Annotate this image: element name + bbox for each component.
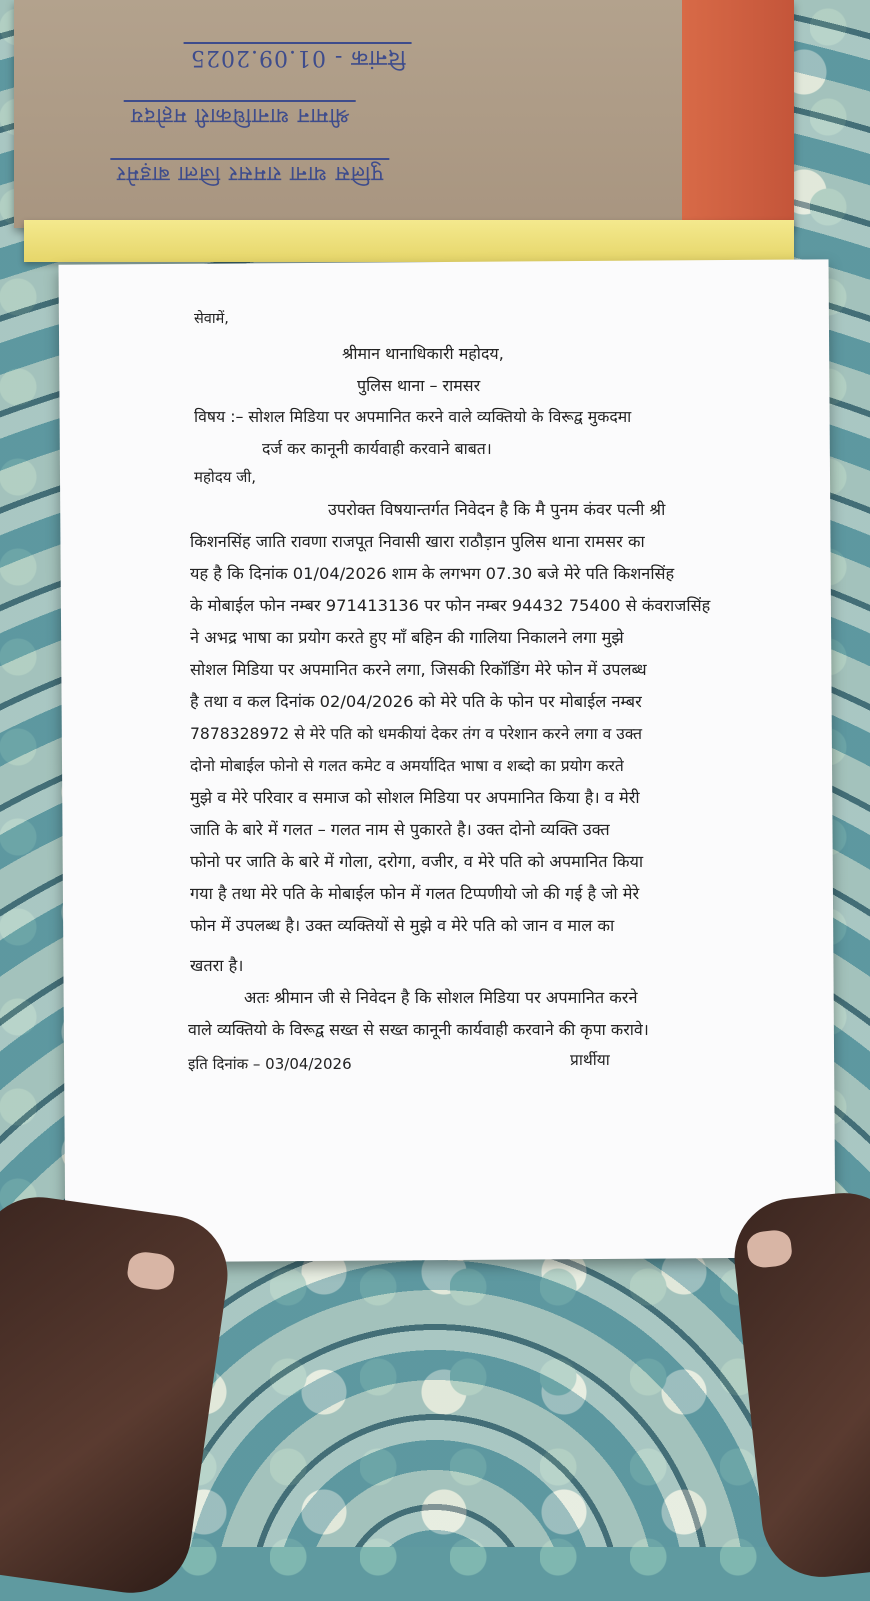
body-line: जाति के बारे में गलत – गलत नाम से पुकारते है। उक्त दोनो व्यक्ति उक्त xyxy=(190,820,610,839)
request-line-2: वाले व्यक्तियो के विरूद्व सख्त से सख्त कानूनी कार्यवाही करवाने की कृपा करावे। xyxy=(188,1020,649,1039)
body-line: यह है कि दिनांक 01/04/2026 शाम के लगभग 07.30 बजे मेरे पति किशनसिंह xyxy=(190,564,675,583)
body-line: 7878328972 से मेरे पति को धमकीयां देकर तंग व परेशान करने लगा व उक्त xyxy=(190,725,643,743)
body-line: सोशल मिडिया पर अपमानित करने लगा, जिसकी रिकॉडिंग मेरे फोन में उपलब्ध xyxy=(190,660,647,679)
body-line: मुझे व मेरे परिवार व समाज को सोशल मिडिया पर अपमानित किया है। व मेरी xyxy=(190,788,640,807)
envelope-addressee: श्रीमान थानाधिकारी महोदय xyxy=(124,100,356,130)
date-line: इति दिनांक – 03/04/2026 xyxy=(188,1055,352,1073)
envelope-police-station: पुलिस थाना रामसर जिला बाड़मेर xyxy=(110,158,389,188)
body-line: दोनो मोबाईल फोनो से गलत कमेट व अमर्यादित भाषा व शब्दो का प्रयोग करते xyxy=(190,757,624,775)
envelope-yellow-edge xyxy=(24,220,794,262)
addressee-title: श्रीमान थानाधिकारी महोदय, xyxy=(342,344,504,363)
subject-line-1: विषय :– सोशल मिडिया पर अपमानित करने वाले व्यक्तियो के विरूद्व मुकदमा xyxy=(194,407,632,426)
envelope-date: दिनांक - 01.09.2025 xyxy=(184,42,412,74)
left-thumb-nail xyxy=(126,1250,177,1292)
signature-label: प्रार्थीया xyxy=(570,1051,610,1069)
greeting: महोदय जी, xyxy=(194,468,257,486)
body-line: खतरा है। xyxy=(190,956,244,975)
request-line-1: अतः श्रीमान जी से निवेदन है कि सोशल मिडिया पर अपमानित करने xyxy=(244,988,638,1007)
envelope xyxy=(14,0,794,228)
salutation: सेवामें, xyxy=(194,311,229,327)
body-line: गया है तथा मेरे पति के मोबाईल फोन में गलत टिप्पणीयो जो की गई है जो मेरे xyxy=(190,884,640,903)
body-line: है तथा व कल दिनांक 02/04/2026 को मेरे पति के फोन पर मोबाईल नम्बर xyxy=(190,692,642,711)
addressee-police-station: पुलिस थाना – रामसर xyxy=(357,376,481,395)
body-line: उपरोक्त विषयान्तर्गत निवेदन है कि मै पुनम कंवर पत्नी श्री xyxy=(328,500,666,519)
complaint-letter xyxy=(62,262,832,1260)
body-line: किशनसिंह जाति रावणा राजपूत निवासी खारा राठौड़ान पुलिस थाना रामसर का xyxy=(190,532,645,551)
subject-line-2: दर्ज कर कानूनी कार्यवाही करवाने बाबत। xyxy=(262,439,492,458)
body-line: ने अभद्र भाषा का प्रयोग करते हुए मॉं बहिन की गालिया निकालने लगा मुझे xyxy=(190,628,624,647)
body-line: के मोबाईल फोन नम्बर 971413136 पर फोन नम्बर 94432 75400 से कंवराजसिंह xyxy=(190,596,711,615)
right-thumb-nail xyxy=(746,1229,794,1269)
envelope-orange-flap xyxy=(682,0,794,228)
body-line: फोन में उपलब्ध है। उक्त व्यक्तियों से मुझे व मेरे पति को जान व माल का xyxy=(190,916,615,935)
body-line: फोनो पर जाति के बारे में गोला, दरोगा, वजीर, व मेरे पति को अपमानित किया xyxy=(190,852,644,871)
